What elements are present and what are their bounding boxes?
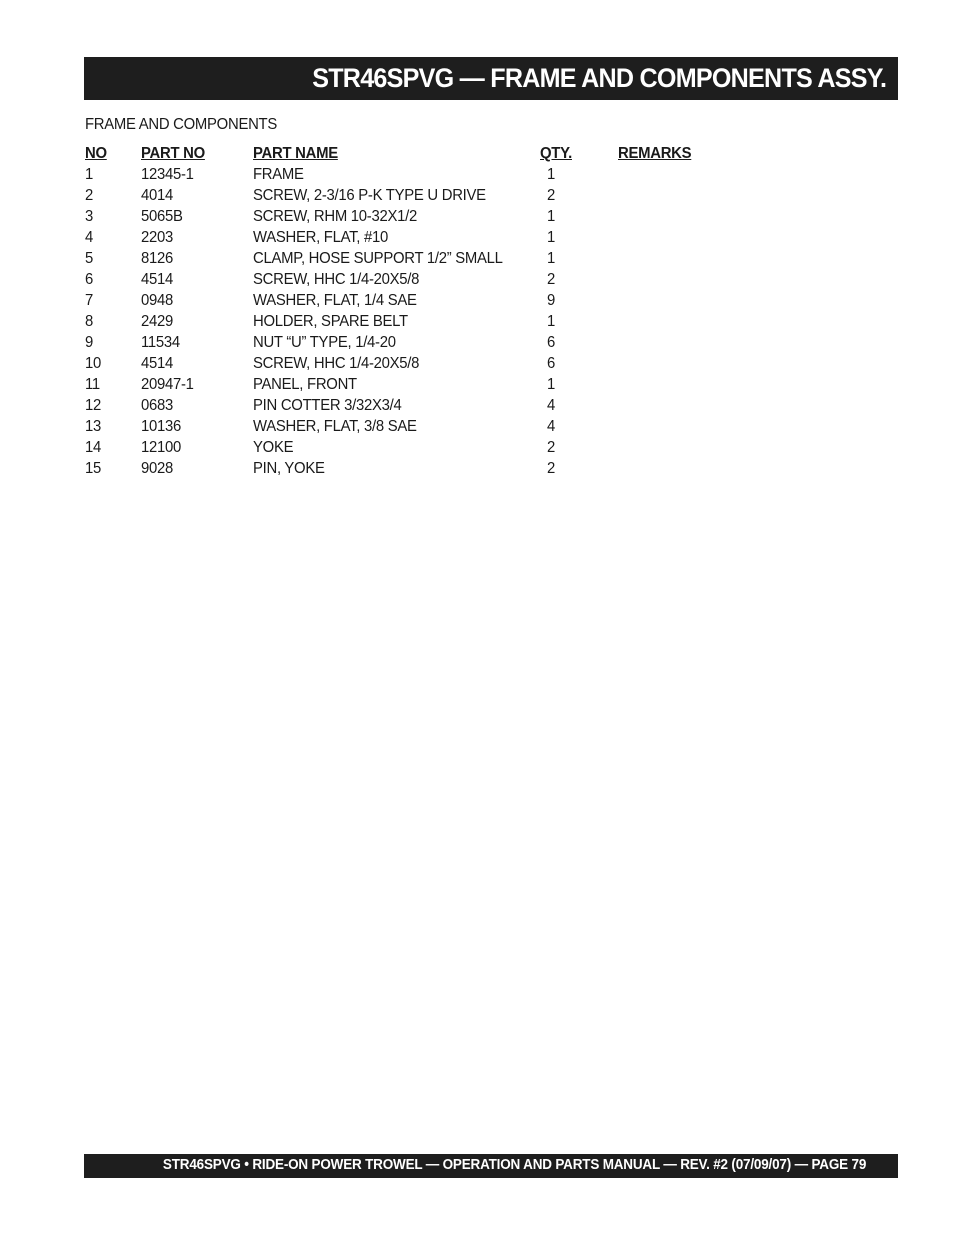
table-body [85,164,785,479]
cell-qty: 1 [547,250,556,267]
table-row [85,437,785,458]
cell-no: 12 [85,397,101,414]
cell-part-no: 5065B [141,208,183,225]
table-row [85,395,785,416]
cell-no: 8 [85,313,94,330]
cell-qty: 2 [547,439,556,456]
cell-no: 10 [85,355,101,372]
cell-no: 6 [85,271,94,288]
cell-no: 11 [85,376,100,393]
column-header-part-name: PART NAME [253,145,338,162]
cell-no: 13 [85,418,101,435]
cell-no: 1 [85,166,94,183]
cell-qty: 2 [547,187,556,204]
cell-part-name: SCREW, RHM 10-32X1/2 [253,208,417,225]
cell-part-no: 4514 [141,355,173,372]
cell-part-name: PIN COTTER 3/32X3/4 [253,397,402,414]
cell-qty: 1 [547,166,556,183]
column-header-part-no: PART NO [141,145,205,162]
table-row [85,416,785,437]
cell-part-no: 0683 [141,397,173,414]
cell-part-name: SCREW, 2-3/16 P-K TYPE U DRIVE [253,187,486,204]
table-row [85,374,785,395]
table-row [85,311,785,332]
cell-part-name: PIN, YOKE [253,460,325,477]
cell-part-no: 11534 [141,334,180,351]
cell-qty: 6 [547,355,556,372]
table-row [85,269,785,290]
cell-part-name: HOLDER, SPARE BELT [253,313,408,330]
cell-no: 4 [85,229,94,246]
cell-no: 9 [85,334,94,351]
cell-no: 3 [85,208,94,225]
cell-part-name: YOKE [253,439,294,456]
cell-qty: 2 [547,460,556,477]
table-row [85,206,785,227]
cell-part-name: WASHER, FLAT, #10 [253,229,389,246]
cell-part-name: PANEL, FRONT [253,376,357,393]
cell-part-no: 0948 [141,292,173,309]
page-title-bar [84,57,898,100]
table-row [85,185,785,206]
cell-part-no: 8126 [141,250,173,267]
cell-part-no: 4014 [141,187,173,204]
cell-no: 14 [85,439,101,456]
cell-part-name: CLAMP, HOSE SUPPORT 1/2” SMALL [253,250,503,267]
cell-part-name: FRAME [253,166,304,183]
cell-part-no: 2203 [141,229,173,246]
cell-qty: 1 [547,208,556,225]
cell-qty: 1 [547,229,556,246]
cell-part-no: 10136 [141,418,181,435]
cell-no: 15 [85,460,101,477]
cell-part-no: 9028 [141,460,173,477]
cell-qty: 1 [547,313,556,330]
cell-no: 5 [85,250,94,267]
table-row [85,164,785,185]
column-header-no: NO [85,145,107,162]
page-title: STR46SPVG — FRAME AND COMPONENTS ASSY. [312,63,886,93]
table-row [85,290,785,311]
cell-part-name: NUT “U” TYPE, 1/4-20 [253,334,396,351]
cell-part-no: 2429 [141,313,173,330]
cell-qty: 9 [547,292,556,309]
cell-qty: 2 [547,271,556,288]
table-row [85,353,785,374]
table-row [85,248,785,269]
cell-part-no: 12100 [141,439,181,456]
cell-part-no: 20947-1 [141,376,194,393]
cell-part-name: SCREW, HHC 1/4-20X5/8 [253,271,420,288]
cell-part-name: WASHER, FLAT, 1/4 SAE [253,292,417,309]
cell-qty: 4 [547,418,556,435]
page-footer: STR46SPVG • RIDE-ON POWER TROWEL — OPERATION AND PARTS MANUAL — REV. #2 (07/09/07) — PAGE 79 [162,1157,866,1173]
cell-part-no: 12345-1 [141,166,194,183]
page-footer-bar [84,1154,898,1178]
table-row [85,332,785,353]
table-header [85,143,785,164]
column-header-remarks: REMARKS [618,145,692,162]
cell-no: 2 [85,187,94,204]
section-title: FRAME AND COMPONENTS [85,116,278,133]
table-row [85,458,785,479]
cell-qty: 1 [547,376,556,393]
cell-part-no: 4514 [141,271,173,288]
cell-part-name: SCREW, HHC 1/4-20X5/8 [253,355,420,372]
cell-no: 7 [85,292,94,309]
cell-part-name: WASHER, FLAT, 3/8 SAE [253,418,417,435]
column-header-qty: QTY. [540,145,572,162]
parts-table [85,143,785,479]
cell-qty: 6 [547,334,556,351]
table-row [85,227,785,248]
cell-qty: 4 [547,397,556,414]
